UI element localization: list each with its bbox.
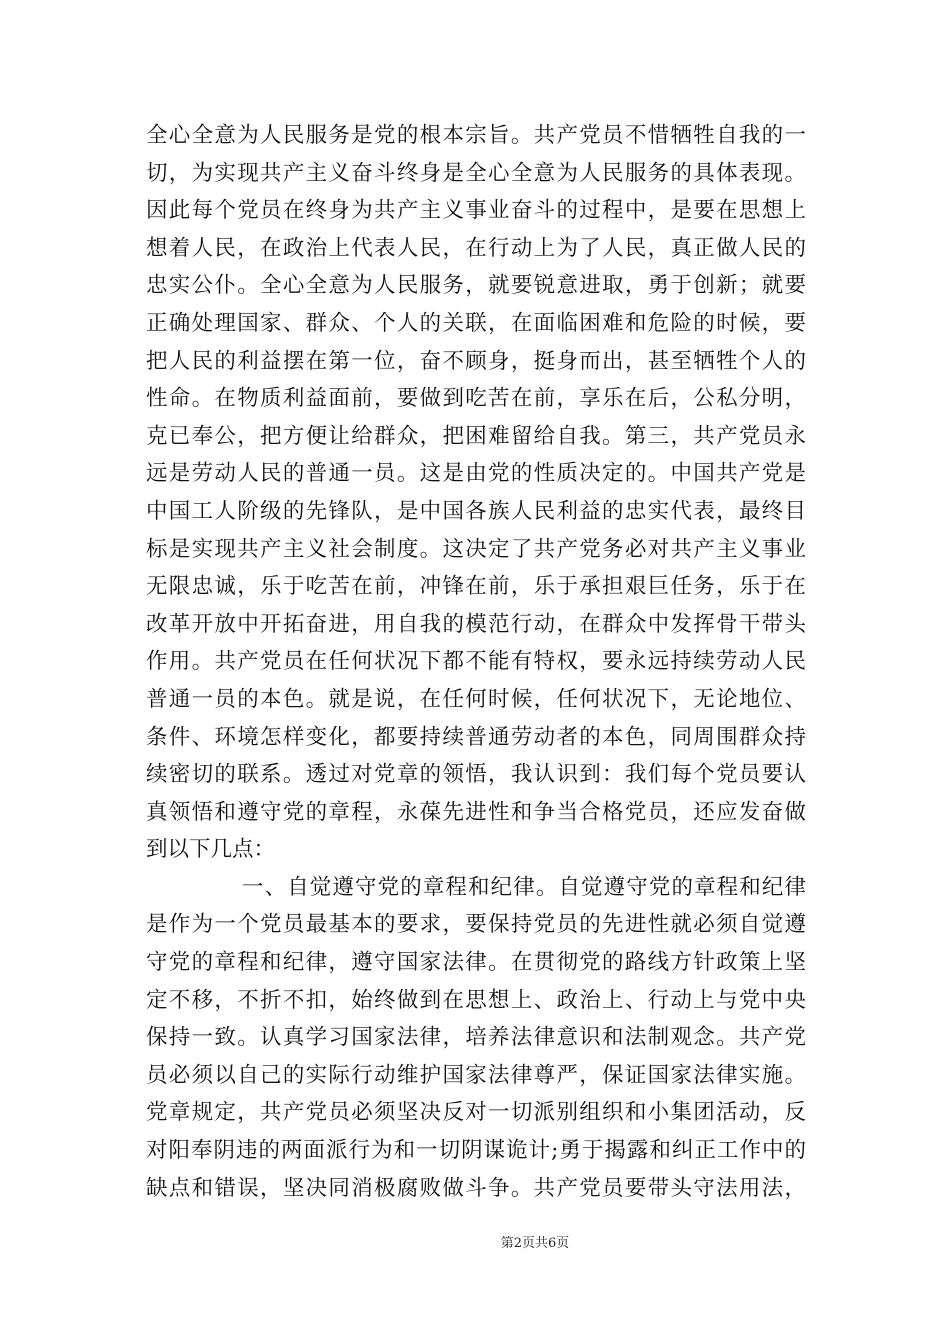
text-line: 是作为一个党员最基本的要求，要保持党员的先进性就必须自觉遵 (146, 912, 806, 938)
text-line: 把人民的利益摆在第一位，奋不顾身，挺身而出，甚至牺牲个人的 (146, 348, 806, 374)
document-body (146, 117, 806, 1207)
text-line: 全心全意为人民服务是党的根本宗旨。共产党员不惜牺牲自我的一 (146, 123, 806, 148)
text-line: 作用。共产党员在任何状况下都不能有特权，要永远持续劳动人民 (146, 649, 806, 675)
text-line: 到以下几点： (146, 837, 276, 863)
text-line: 条件、环境怎样变化，都要持续普通劳动者的本色，同周围群众持 (146, 724, 806, 750)
text-line: 定不移，不折不扣，始终做到在思想上、政治上、行动上与党中央 (146, 987, 806, 1013)
text-line: 想着人民，在政治上代表人民，在行动上为了人民，真正做人民的 (146, 235, 806, 261)
paragraph (146, 869, 806, 1207)
text-line: 一、自觉遵守党的章程和纪律。自觉遵守党的章程和纪律 (242, 874, 806, 900)
text-line: 普通一员的本色。就是说，在任何时候，任何状况下，无论地位、 (146, 686, 806, 712)
text-line: 标是实现共产主义社会制度。这决定了共产党务必对共产主义事业 (146, 536, 806, 562)
text-line: 续密切的联系。透过对党章的领悟，我认识到：我们每个党员要认 (146, 762, 806, 788)
paragraph (146, 117, 806, 869)
text-line: 员必须以自己的实际行动维护国家法律尊严，保证国家法律实施。 (146, 1062, 806, 1088)
text-line: 中国工人阶级的先锋队，是中国各族人民利益的忠实代表，最终目 (146, 498, 806, 524)
text-line: 忠实公仆。全心全意为人民服务，就要锐意进取，勇于创新；就要 (146, 273, 806, 299)
page-indicator: 第2页共6页 (500, 1236, 570, 1251)
text-line: 缺点和错误，坚决同消极腐败做斗争。共产党员要带头守法用法， (146, 1175, 806, 1201)
text-line: 对阳奉阴违的两面派行为和一切阴谋诡计;勇于揭露和纠正工作中的 (146, 1138, 806, 1164)
text-line: 因此每个党员在终身为共产主义事业奋斗的过程中，是要在思想上 (146, 198, 806, 224)
text-line: 克已奉公，把方便让给群众，把困难留给自我。第三，共产党员永 (146, 423, 806, 449)
text-line: 性命。在物质利益面前，要做到吃苦在前，享乐在后，公私分明， (146, 386, 806, 412)
text-line: 正确处理国家、群众、个人的关联，在面临困难和危险的时候，要 (146, 310, 806, 336)
text-line: 党章规定，共产党员必须坚决反对一切派别组织和小集团活动，反 (146, 1100, 806, 1126)
text-line: 保持一致。认真学习国家法律，培养法律意识和法制观念。共产党 (146, 1025, 806, 1051)
text-line: 切，为实现共产主义奋斗终身是全心全意为人民服务的具体表现。 (146, 160, 806, 186)
text-line: 改革开放中开拓奋进，用自我的模范行动，在群众中发挥骨干带头 (146, 611, 806, 637)
text-line: 无限忠诚，乐于吃苦在前，冲锋在前，乐于承担艰巨任务，乐于在 (146, 574, 806, 600)
text-line: 远是劳动人民的普通一员。这是由党的性质决定的。中国共产党是 (146, 461, 806, 487)
text-line: 真领悟和遵守党的章程，永葆先进性和争当合格党员，还应发奋做 (146, 799, 806, 825)
text-line: 守党的章程和纪律，遵守国家法律。在贯彻党的路线方针政策上坚 (146, 950, 806, 976)
page-footer (0, 1232, 950, 1251)
